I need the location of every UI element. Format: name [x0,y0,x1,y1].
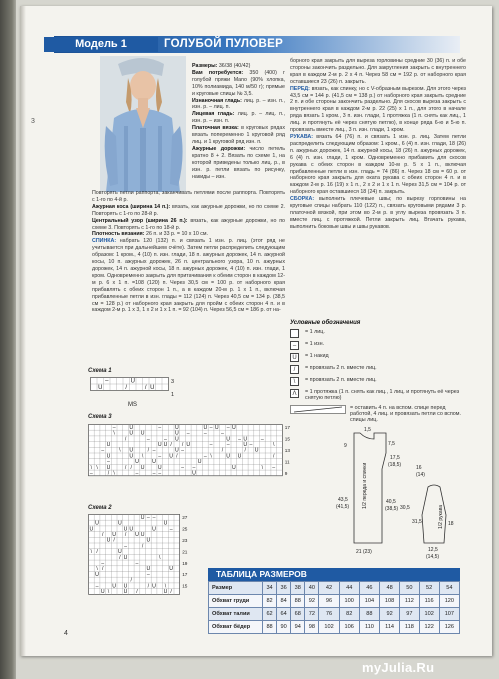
chart-symbol: – [89,470,93,477]
chart-symbol: U [243,442,248,448]
dim-label: (14,5) [426,554,440,560]
chart-symbol: U [140,464,145,471]
chart-symbol: – [146,514,150,521]
scheme-1-label: Схема 1 [88,368,112,374]
sleeve-piece-label: 1/2 рукава [438,504,444,529]
chart-symbol: \ [273,442,275,448]
chart-row-number: 13 [284,448,291,453]
sizes-table-title: ТАБЛИЦА РАЗМЕРОВ [208,568,460,581]
chart-symbol: \ [90,549,93,556]
materials-label: Вам потребуется: [192,69,244,76]
back-piece-label: 1/2 переда и спинки [362,462,368,509]
chart-symbol: / [96,549,98,556]
chart-symbol: U [106,442,111,448]
side-page-number: 3 [31,118,35,125]
legend-symbol: / [290,365,299,374]
sizes-cell: 98 [305,621,319,634]
chart-symbol: – [146,436,150,443]
chart-row-number: 27 [182,515,188,521]
chart-symbol: – [249,442,253,448]
chart-symbol: / [102,566,104,573]
sizes-row [209,608,460,621]
stitch3-label: Платочная вязка: [192,125,239,132]
chart-symbol: / [244,447,246,454]
sizes-cell: 68 [291,608,305,621]
dim-label: (18,5) [388,462,402,468]
dim-label: 18 [448,521,454,527]
pattern-diagram [330,425,465,565]
chart-symbol: / [136,589,138,595]
chart-row-number: 15 [182,583,188,589]
gauge-label: Плотность вязания: [92,231,145,238]
chart-symbol: U [135,459,139,466]
sizes-cell: 82 [339,608,359,621]
chart-symbol: – [272,464,276,471]
model-title: ГОЛУБОЙ ПУЛОВЕР [164,38,284,50]
chart-symbol: / [124,436,127,443]
scheme-1-ms: MS [128,402,137,408]
legend-item [290,353,466,365]
legend-item [290,377,466,389]
scheme-2-chart [88,514,214,626]
chart-symbol: – [226,424,230,431]
chart-symbol: U [135,532,139,538]
sizes-cell: 116 [419,595,439,608]
chart-symbol: U [214,424,219,431]
page-edge-shadow [20,6,26,656]
sizes-cell: 100 [339,595,359,608]
legend-text: = провязать 2 п. вместе лиц. [305,377,377,383]
assembly-label: СБОРКА: [290,196,315,203]
sizes-cell: 104 [359,595,379,608]
chart-symbol: U [226,436,231,443]
chart-row-number: 15 [284,436,291,442]
back-label: СПИНКА: [92,238,117,245]
chart-symbol: U [106,453,111,460]
chart-row-number: 23 [182,538,188,543]
chart-symbol: / [170,589,172,595]
legend-item [290,329,466,341]
sleeves-value: вязать 64 (76) п. и связать 1 изн. р. лиц. Затем петли распределить следующим образом: 1 кром., 6 (4) п. изн. глади, 18 (26) п. ажурных дорожек, 14 п. ажурной косы, 18 (26) п. ажурных дорожек, 6 (4) п. изн. глади, 1 кром. Одновременно прибавить для скосов рукава с обеих сторон в каждом 10-м р. 5 х 1 п., включая прибавленные петли в изн. гладь = 74 (86) п. Через 18 см = 60 р. от наборного края закрыть для оката рукава с обеих сторон 4 п. и в каждом 2-м р. 16 (19) х 1 п., 2 х 2 и 1 х 1 п. Через 31,5 см = 104 р. от наборного края оставшиеся 18 (24) п. закрыть. [290,133,466,196]
chart-symbol: U [169,453,174,460]
dim-label: 21 (23) [356,549,372,555]
watermark: myJulia.Ru [362,660,435,675]
sizes-cell: 122 [419,621,439,634]
chart-symbol: / [119,554,121,561]
sizes-cell: 84 [277,595,291,608]
chart-row-number: 11 [284,459,290,465]
chart-symbol: – [101,560,105,567]
sizes-cell: 38 [291,582,305,595]
stitch6-label: Центральный узор (ширина 26 п.): [92,217,188,224]
chart-symbol: / [147,447,150,454]
chart-symbol: U [152,583,156,590]
chart-symbol: U [152,526,156,533]
sizes-cell: 110 [359,621,379,634]
sizes-cell: 42 [319,582,339,595]
sizes-row [209,621,460,634]
chart-symbol: U [197,459,202,466]
chart-symbol: / [141,543,144,550]
chart-symbol: – [124,543,127,550]
legend-title: Условные обозначения [290,320,361,326]
chart-symbol: U [98,385,103,392]
chart-symbol: U [117,520,122,527]
chart-symbol: / [170,442,172,448]
chart-symbol: U [163,520,168,527]
sizes-cell: 96 [319,595,339,608]
sizes-cell: 50 [400,582,419,595]
chart-symbol: U [186,442,191,448]
legend-item [290,365,466,377]
chart-symbol: – [181,447,184,454]
sizes-row-label: Обхват талии [209,608,263,621]
legend-symbol: \ [290,377,299,386]
sizes-cell: 94 [291,621,305,634]
page-number: 4 [64,630,68,637]
legend-symbol: Λ [290,389,299,398]
legend-text: = 1 протяжка (1 п. снять как лиц., 1 лиц. и протянуть её через снятую петлю) [305,389,460,401]
sizes-cell: 92 [380,608,400,621]
chart-symbol: U [231,424,236,431]
sizes-row [209,582,460,595]
sizes-cell: 46 [359,582,379,595]
sizes-cell: 54 [439,582,459,595]
sizes-cell: 106 [339,621,359,634]
scheme-3-chart [88,424,306,500]
chart-symbol: U [163,442,168,448]
chart-symbol: U [146,537,151,544]
chart-symbol: / [221,447,224,454]
legend-symbol: – [290,341,299,350]
chart-symbol: – [101,447,105,454]
chart-symbol: U [192,470,196,477]
scheme-1-chart [90,377,180,415]
chart-symbol: U [174,430,179,437]
sizes-value: 36/38 (40/42) [218,63,251,69]
sizes-row [209,595,460,608]
chart-row-number: 21 [182,549,188,555]
chart-symbol: U [100,589,105,595]
chart-symbol: – [135,560,139,567]
model-photo [100,56,186,192]
sizes-cell: 97 [400,608,419,621]
chart-symbol: U [140,532,145,538]
repeat-text: Повторять петли раппорта, заканчивать петлями после раппорта. Повторять с 1-го по 4-й р. [92,190,285,203]
dim-label: 12,5 [428,547,438,553]
sizes-cell: 112 [400,595,419,608]
chart-symbol: U [157,442,162,448]
chart-symbol: \ [107,589,110,595]
sizes-cell: 62 [263,608,277,621]
chart-symbol: – [95,583,99,590]
back-continued: борного края закрыть для выреза горловины средние 30 (36) п. и обе стороны закончить раздельно. Для закругления закрыть с внутреннего края в каждом 2-м р. 2 х 4 п. Через 58 см = 192 р. от наборного края оставшиеся 23 (26) п. закрыть. [290,58,466,85]
sizes-cell: 40 [305,582,319,595]
chart-symbol: – [221,430,224,437]
dim-label: 43,5 [338,497,348,503]
chart-symbol: – [158,453,162,460]
chart-symbol: U [174,436,179,443]
chart-symbol: U [130,378,135,385]
sizes-cell: 90 [277,621,291,634]
chart-symbol: U [174,424,179,431]
chart-symbol: – [146,571,150,578]
chart-row-number: 9 [284,470,288,476]
chart-symbol: U [243,436,248,443]
instructions-col1 [192,63,285,180]
chart-symbol: – [112,424,116,431]
chart-symbol: U [163,589,168,595]
chart-symbol: \ [96,566,98,573]
chart-symbol: U [123,554,128,561]
dim-label: 7,5 [388,441,395,447]
chart-symbol: \ [261,464,264,471]
stitch4-label: Ажурные дорожки: [192,145,246,152]
sizes-cell: 64 [277,608,291,621]
front-value: вязать, как спинку, но с V-образным вырезом. Для этого через 43,5 см = 144 р. (41,5 см = 138 р.) от наборного края закрыть средние 2 п. и обе стороны закончить раздельно. Для скосов выреза закрыть с внутреннего края в каждом 2-м р. 22 (25) х 1 п., для этого в начале ряда вязать 1 кром., 3 п. изн. глади, 1 протяжка (1 п. снять как лиц., 1 лиц. и протянуть её через снятую петлю), в конце ряда 6-ю и 5-ю п. провязать вместе лиц., 3 п. изн. глади, 1 кром. [290,85,466,134]
chart-symbol: U [152,459,156,466]
chart-symbol: \ [113,430,115,437]
chart-symbol: / [124,464,127,471]
chart-row-number: 19 [182,560,188,566]
chart-symbol: – [238,436,241,443]
chart-symbol: U [106,537,111,544]
stitch1-label: Изнаночная гладь: [192,97,242,104]
sizes-cell: 102 [319,621,339,634]
chart-symbol: – [169,526,173,533]
dim-label: (38,5) [385,506,399,512]
legend-text: = провязать 2 п. вместе лиц. [305,365,377,371]
assembly-value: выполнить плечевые швы; по вырезу горловины на круговые спицы набрать 110 (122) п., связать круговыми рядами 3 р. платочной вязкой, при этом во 2-м р. в углу выреза провязать 3 п. вместе лиц. с протяжкой. Петли закрыть лиц. Втачать рукава, выполнить боковые швы и швы рукавов. [290,196,466,230]
sizes-cell: 34 [263,582,277,595]
sizes-cell: 120 [439,595,459,608]
cable-symbol-icon [290,405,346,414]
chart-symbol: U [203,424,208,431]
chart-symbol: \ [164,583,167,590]
chart-symbol: – [152,447,156,454]
chart-symbol: / [113,537,115,544]
model-label: Модель 1 [44,37,158,52]
dim-label: (41,5) [336,504,350,510]
legend-symbol [290,329,299,338]
stitch4-value: число петель кратно 8 + 2. Вязать по схеме 1, на которой приведены только лиц. р., в изн. р. петли вязать по рисунку, накиды – изн. [192,145,285,180]
sizes-row-label: Обхват груди [209,595,263,608]
chart-symbol: \ [159,554,161,561]
sizes-cell: 88 [359,608,379,621]
sizes-row-label: Обхват бёдер [209,621,263,634]
gauge-value: 26 п. и 33 р. = 10 х 10 см. [146,231,209,238]
stitch5-value: вязать, как ажурные дорожки, но по схеме 2. Повторять с 1-го по 28-й р. [92,203,285,217]
stitch6-value: вязать, как ажурные дорожки, но по схеме 3. Повторять с 1-го по 18-й р. [92,217,286,231]
stitch3-value: в круговых рядах вязать попеременно 1 круговой ряд лиц. и 1 круговой ряд изн. п. [192,125,285,145]
chart-symbol: – [158,424,162,431]
legend-text: = 1 лиц. [305,329,325,335]
legend-cable-item [290,405,466,427]
chart-symbol: \ [210,453,212,460]
chart-symbol: U [157,464,162,471]
chart-symbol: – [135,470,139,477]
dim-label: 1,5 [364,427,371,433]
sizes-cell: 82 [263,595,277,608]
instructions-col2 [290,58,466,231]
chart-symbol: / [147,583,150,590]
chart-symbol: \ [96,464,98,471]
chart-symbol: – [107,459,110,466]
chart-symbol: – [203,430,207,437]
chart-symbol: – [181,464,184,471]
dim-label: 40,5 [386,499,396,505]
dim-label: 17,5 [390,455,400,461]
chart-symbol: U [146,566,151,573]
chart-symbol: / [124,532,127,538]
chart-symbol: \ [90,464,93,471]
chart-row-number: 17 [284,425,291,431]
chart-symbol: – [209,442,213,448]
dim-label: 31,5 [412,519,422,525]
model-photo-illustration [100,56,186,192]
sizes-cell: 88 [263,621,277,634]
symbols-legend [290,320,466,427]
legend-text: = 1 накид [305,353,329,359]
dim-label: 16 [416,465,422,471]
chart-symbol: U [89,526,94,533]
chart-symbol: / [102,532,104,538]
chart-row-number: 17 [182,572,188,578]
chart-symbol: – [152,514,156,521]
chart-symbol: – [152,470,156,477]
chart-symbol: – [209,424,213,431]
chart-symbol: – [203,453,207,460]
chart-symbol: U [237,453,242,460]
chart-symbol: – [226,442,230,448]
chart-symbol: U [112,532,117,538]
chart-symbol: – [164,436,167,443]
legend-text: = 1 изн. [305,341,325,347]
chart-symbol: U [140,514,145,521]
chart-symbol: – [260,436,264,443]
materials-value: 350 (400) г голубой пряжи Mano (90% хлопка, 10% полиамида, 140 м/50 г); прямые и круговые спицы № 3,5. [192,69,285,97]
sizes-cell: 88 [291,595,305,608]
legend-item [290,389,466,405]
chart-symbol: / [176,453,178,460]
sizes-cell: 102 [419,608,439,621]
sizes-table [208,581,460,634]
chart-symbol: U [254,447,259,454]
sizes-label: Размеры: [192,63,218,69]
chart-symbol: \ [113,470,115,477]
chart-symbol: / [130,464,132,471]
dim-label: (14) [416,472,425,478]
instructions-col1-bottom [92,190,285,314]
dim-label: 9 [344,443,347,449]
chart-symbol: U [129,424,134,431]
chart-symbol: \ [141,453,144,460]
sizes-cell: 44 [339,582,359,595]
sizes-cell: 76 [319,608,339,621]
sizes-cell: 48 [380,582,400,595]
chart-symbol: U [226,453,231,460]
chart-symbol: / [181,442,184,448]
chart-symbol: U [129,453,134,460]
chart-symbol: \ [119,447,121,454]
chart-symbol: – [192,464,196,471]
sizes-cell: 118 [400,621,419,634]
sizes-cell: 72 [305,608,319,621]
chart-symbol: U [106,464,111,471]
legend-cable-text: = оставить 4 п. на вспом. спице перед работой, 4 лиц. и провязать петли со вспом. спицы лиц. [350,405,461,423]
legend-symbol: U [290,353,299,362]
sizes-cell: 108 [380,595,400,608]
chart-row-number: 1 [171,392,175,398]
chart-symbol: U [112,583,117,590]
front-label: ПЕРЕД: [290,85,310,92]
chart-symbol: U [140,430,145,437]
chart-symbol: / [107,470,110,477]
chart-symbol: U [123,526,128,533]
stitch5-label: Ажурная коса (ширина 14 п.): [92,203,171,210]
chart-symbol: U [150,385,155,392]
chart-symbol: U [123,589,128,595]
chart-symbol: U [117,549,122,556]
sizes-cell: 107 [439,608,459,621]
chart-symbol: / [125,385,128,392]
sizes-cell: 114 [380,621,400,634]
chart-symbol: U [169,566,174,573]
sleeves-label: РУКАВА: [290,133,313,140]
sizes-cell: 126 [439,621,459,634]
chart-symbol: U [95,520,99,527]
chart-symbol: U [129,526,134,533]
scheme-2-label: Схема 2 [88,505,112,511]
chart-symbol: U [174,447,179,454]
chart-symbol: / [130,577,132,584]
chart-symbol: – [158,470,162,477]
stitch2-label: Лицевая гладь: [192,111,235,118]
sizes-cell: 52 [419,582,439,595]
stitch2-value: лиц. р. – лиц. п., изн. р. – изн. п. [192,111,285,125]
chart-symbol: U [95,571,99,578]
chart-symbol: – [105,378,109,385]
front-back-piece [354,433,386,543]
chart-symbol: – [186,430,190,437]
chart-symbol: U [231,464,236,471]
sizes-row-label: Размер [209,582,263,595]
sizes-cell: 36 [277,582,291,595]
stitch1-value: лиц. р. – изн. п., изн. р. – лиц. п. [192,97,285,111]
scheme-3-label: Схема 3 [88,414,112,420]
chart-symbol: U [129,447,134,454]
chart-symbol: U [123,583,128,590]
dim-label: 30,5 [400,505,410,511]
chart-row-number: 3 [171,379,175,385]
chart-symbol: U [129,430,134,437]
chart-row-number: 25 [182,526,188,532]
back-value: набрать 120 (132) п. и связать 1 изн. р. лиц. (этот ряд не учитывается при дальнейшем счёте). Затем петли распределить следующим образом: 1 кром., 4 (10) п. изн. глади, 18 п. ажурных дорожек, 14 п. ажурной косы, 10 п. ажурных дорожек, 26 п. центрального узора, 10 п. ажурных дорожек, 14 п. ажурной косы, 18 п. ажурных дорожек, 4 (10) п. изн. глади, 1 кром. Одновременно закрыть для притачивания к обеим сторон в каждом 12-м р. 6 х 1 п. =108 (120) п. Через 30,5 см = 100 р. от наборного края прибавлять с обеих сторон 1 п., а в каждом 20-м р. 1 х 1 п., включая прибавленные петли в изн. глады = 112 (124) п. Через 40,5 см = 134 р. (38,5 см = 128 р.) от наборного края закрыть для пройм с обеих сторон 4 п. и в каждом 2-м р. 1 х 3, 1 х 2 и 1 х 1 п. = 92 (104) п. Через 56,5 см = 186 р. от на- [92,238,285,314]
sizes-cell: 92 [305,595,319,608]
chart-symbol: / [273,453,275,460]
chart-symbol: / [144,385,147,392]
legend-item [290,341,466,353]
